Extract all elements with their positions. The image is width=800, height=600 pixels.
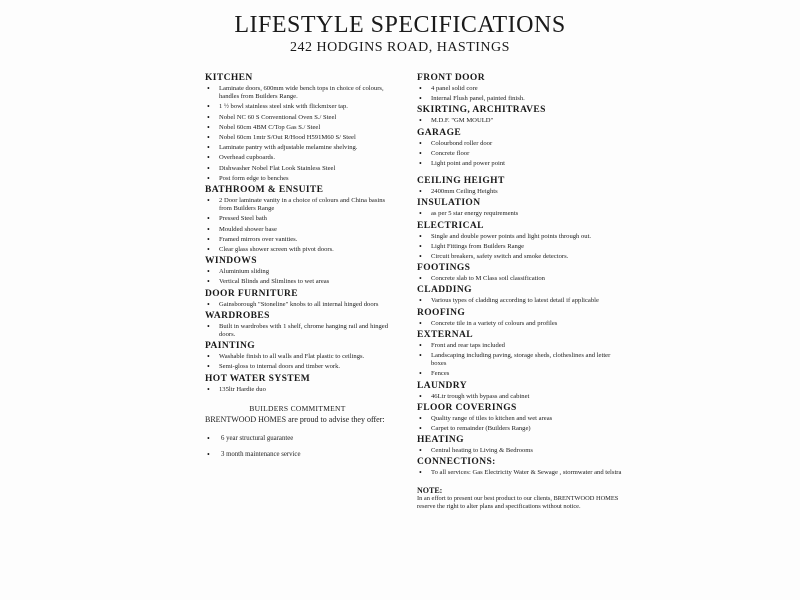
section-heading: LAUNDRY — [417, 380, 467, 391]
spec-item: • Colourbond roller door — [417, 140, 627, 148]
section-heating — [417, 435, 627, 455]
spec-item: • M.D.F. "GM MOULD" — [417, 117, 627, 125]
note-block — [417, 486, 627, 511]
section-kitchen — [205, 73, 390, 183]
spec-item: • Internal Flush panel, painted finish. — [417, 95, 627, 103]
section-ceiling-height — [417, 176, 627, 196]
section-heading: EXTERNAL — [417, 329, 473, 340]
spec-item: • Light Fittings from Builders Range — [417, 243, 627, 251]
spec-item: • Semi-gloss to internal doors and timber work. — [205, 363, 390, 371]
commitment-item: • 3 month maintenance service — [205, 451, 390, 459]
spec-item: • Overhead cupboards. — [205, 154, 390, 162]
spec-item: • 46Ltr trough with bypass and cabinet — [417, 393, 627, 401]
spec-item: • Concrete tile in a variety of colours and profiles — [417, 320, 627, 328]
spec-list — [205, 301, 390, 309]
spec-item: • Pressed Steel bath — [205, 215, 390, 223]
spec-list — [417, 415, 627, 433]
section-heading: HEATING — [417, 435, 464, 446]
section-floor-coverings — [417, 403, 627, 433]
spec-item: • Nobel NC 60 S Conventional Oven S./ Steel — [205, 114, 390, 122]
spec-item: • Fences — [417, 370, 627, 378]
section-heading: CEILING HEIGHT — [417, 176, 505, 187]
spec-item: • Aluminium sliding — [205, 268, 390, 276]
section-heading: BATHROOM & ENSUITE — [205, 185, 324, 196]
spec-list — [205, 323, 390, 339]
spec-list — [205, 386, 390, 394]
note-text: In an effort to present our best product to our clients, BRENTWOOD HOMES reserve the right to alter plans and specifications without notice. — [417, 494, 619, 510]
section-heading: WARDROBES — [205, 310, 270, 321]
section-heading: DOOR FURNITURE — [205, 288, 298, 299]
spec-item: • Landscaping including paving, storage sheds, clotheslines and letter boxes — [417, 352, 627, 368]
spec-list — [417, 210, 627, 218]
spec-item: • Nobel 60cm 4BM C/Top Gas S./ Steel — [205, 124, 390, 132]
spec-item: • as per 5 star energy requirements — [417, 210, 627, 218]
spec-item: • Light point and power point — [417, 160, 627, 168]
commitment-text: BRENTWOOD HOMES are proud to advise they offer: — [205, 414, 385, 424]
commitment-item: • 6 year structural guarantee — [205, 435, 390, 443]
section-windows — [205, 256, 390, 286]
spec-list — [417, 275, 627, 283]
section-wardrobes — [205, 311, 390, 339]
spec-item: • Single and double power points and light points through out. — [417, 233, 627, 241]
spec-list — [417, 233, 627, 262]
spec-item: • Gainsborough "Stoneline" knobs to all internal hinged doors — [205, 301, 390, 309]
right-column — [417, 73, 627, 511]
section-garage — [417, 128, 627, 169]
left-column — [205, 73, 390, 467]
section-connections — [417, 457, 627, 477]
section-heading: ROOFING — [417, 307, 466, 318]
spec-list — [417, 342, 627, 379]
spec-item: • Built in wardrobes with 1 shelf, chrome hanging rail and hinged doors. — [205, 323, 390, 339]
spec-item: • Quality range of tiles to kitchen and wet areas — [417, 415, 627, 423]
spec-list — [205, 197, 390, 254]
section-heading: PAINTING — [205, 341, 255, 352]
section-heading: HOT WATER SYSTEM — [205, 373, 311, 384]
spec-item: • 2400mm Ceiling Heights — [417, 188, 627, 196]
section-door-furniture — [205, 289, 390, 309]
spec-list — [417, 297, 627, 305]
section-heading: KITCHEN — [205, 73, 253, 83]
section-heading: FLOOR COVERINGS — [417, 402, 517, 413]
spec-item: • Laminate pantry with adjustable melamine shelving. — [205, 144, 390, 152]
section-heading: CONNECTIONS: — [417, 457, 496, 468]
section-external — [417, 330, 627, 379]
spec-list — [417, 447, 627, 455]
section-hot-water-system — [205, 374, 390, 394]
section-heading: FRONT DOOR — [417, 73, 485, 83]
section-insulation — [417, 198, 627, 218]
spec-list — [417, 85, 627, 103]
spec-item: • Nobel 60cm 1mtr S/Out R/Hood H591M60 S/ Steel — [205, 134, 390, 142]
spec-list — [417, 140, 627, 169]
section-roofing — [417, 308, 627, 328]
spec-item: • Dishwasher Nobel Flat Look Stainless Steel — [205, 165, 390, 173]
document-subtitle: 242 HODGINS ROAD, HASTINGS — [290, 40, 510, 55]
section-skirting-architraves — [417, 105, 627, 125]
spec-list — [205, 85, 390, 183]
section-electrical — [417, 221, 627, 262]
spec-list — [205, 268, 390, 286]
section-heading: FOOTINGS — [417, 263, 471, 274]
section-heading: CLADDING — [417, 285, 472, 296]
spec-item: • Central heating to Living & Bedrooms — [417, 447, 627, 455]
spec-list — [417, 188, 627, 196]
spec-item: • Front and rear taps included — [417, 342, 627, 350]
document-title: LIFESTYLE SPECIFICATIONS — [234, 12, 566, 38]
spec-item: • Vertical Blinds and Slimlines to wet areas — [205, 278, 390, 286]
spec-list — [205, 353, 390, 371]
spec-list — [417, 320, 627, 328]
section-heading: WINDOWS — [205, 256, 257, 267]
spec-list — [417, 469, 627, 477]
spec-item: • Laminate doors, 600mm wide bench tops in choice of colours, handles from Builders Range. — [205, 85, 390, 101]
spec-list — [417, 393, 627, 401]
spec-item: • 135ltr Hardie duo — [205, 386, 390, 394]
commitment-title: BUILDERS COMMITMENT — [249, 403, 346, 413]
spec-item: • Post form edge to benches — [205, 175, 390, 183]
spec-item: • Carpet to remainder (Builders Range) — [417, 425, 627, 433]
spec-item: • 1 ½ bowl stainless steel sink with flickmixer tap. — [205, 103, 390, 111]
spec-item: • Framed mirrors over vanities. — [205, 236, 390, 244]
spec-item: • Circuit breakers, safety switch and smoke detectors. — [417, 253, 627, 261]
section-heading: SKIRTING, ARCHITRAVES — [417, 105, 546, 116]
builders-commitment — [205, 404, 390, 459]
spec-item: • Clear glass shower screen with pivot doors. — [205, 246, 390, 254]
spec-item: • Various types of cladding according to latest detail if applicable — [417, 297, 627, 305]
spec-item: • Concrete slab to M Class soil classification — [417, 275, 627, 283]
spec-item: • Concrete floor — [417, 150, 627, 158]
spec-item: • 2 Door laminate vanity in a choice of colours and China basins from Builders Range — [205, 197, 390, 213]
spec-list — [417, 117, 627, 125]
spec-item: • To all services: Gas Electricity Water & Sewage , stormwater and telstra — [417, 469, 627, 477]
spec-item: • Washable finish to all walls and Flat plastic to ceilings. — [205, 353, 390, 361]
commitment-list — [205, 435, 390, 459]
section-footings — [417, 263, 627, 283]
section-laundry — [417, 381, 627, 401]
section-heading: INSULATION — [417, 198, 481, 209]
spec-item: • Moulded shower base — [205, 226, 390, 234]
spec-item: • 4 panel solid core — [417, 85, 627, 93]
section-cladding — [417, 285, 627, 305]
section-painting — [205, 341, 390, 371]
section-front-door — [417, 73, 627, 103]
section-heading: ELECTRICAL — [417, 220, 484, 231]
note-title: NOTE: — [417, 485, 443, 495]
section-bathroom-ensuite — [205, 185, 390, 254]
section-heading: GARAGE — [417, 127, 462, 138]
